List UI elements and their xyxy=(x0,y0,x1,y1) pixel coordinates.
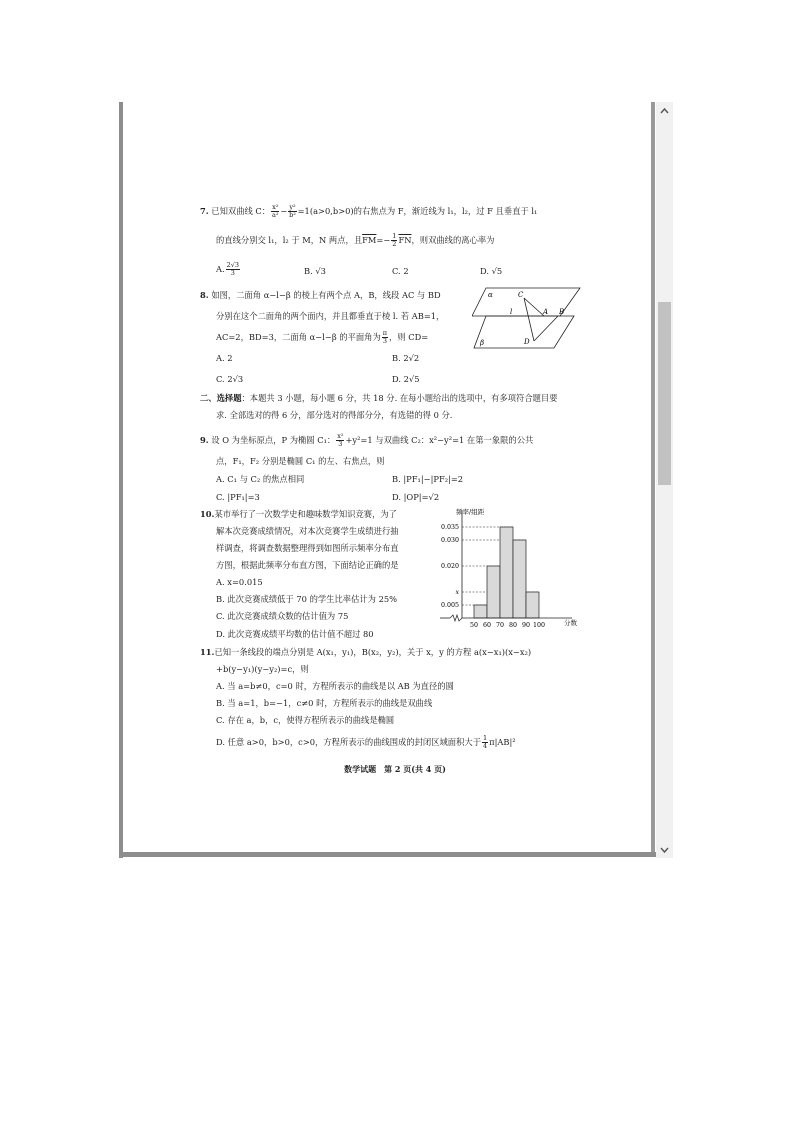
q9-option-c: C. |PF₁|=3 xyxy=(216,492,260,502)
q11-line1: 11.已知一条线段的端点分别是 A(x₁，y₁)，B(x₂，y₂)，关于 x，y 的方程 a(x−x₁)(x−x₂) xyxy=(200,647,532,657)
page-frame-bottom xyxy=(119,852,656,857)
q9-line2: 点，F₁，F₂ 分别是椭圆 C₁ 的左、右焦点，则 xyxy=(216,456,385,466)
q10-line4: 方图，根据此频率分布直方图，下面结论正确的是 xyxy=(216,560,399,570)
label-l: l xyxy=(510,308,513,316)
q11-option-d: D. 任意 a>0，b>0，c>0，方程所表示的曲线围成的封闭区域面积大于 $\frac{1}{4}$ π|AB|² xyxy=(216,734,516,750)
q7-option-b: B. √3 xyxy=(304,266,326,276)
q9-option-d: D. |OP|=√2 xyxy=(392,492,440,502)
q8-line1: 8. 如图，二面角 α−l−β 的棱上有两个点 A，B，线段 AC 与 BD xyxy=(200,290,441,300)
segment-cd xyxy=(524,298,534,341)
q7-option-c: C. 2 xyxy=(392,266,409,276)
q8-option-c: C. 2√3 xyxy=(216,374,244,384)
segment-ac xyxy=(524,298,544,316)
q10-option-d: D. 此次竞赛成绩平均数的估计值不超过 80 xyxy=(216,629,374,639)
x-tick-label: 90 xyxy=(521,622,531,628)
section-2-line2: 求. 全部选对的得 6 分，部分选对的得部分分，有选错的得 0 分. xyxy=(216,410,453,420)
q8-option-b: B. 2√2 xyxy=(392,353,420,363)
q10-option-b: B. 此次竞赛成绩低于 70 的学生比率估计为 25% xyxy=(216,594,398,604)
q8-option-d: D. 2√5 xyxy=(392,374,420,384)
y-tick-label: 0.030 xyxy=(440,537,459,545)
dihedral-angle-figure xyxy=(472,286,582,351)
q8-line3: AC=2，BD=3，二面角 α−l−β 的平面角为 $\frac{\pi}{3}$ ，则 CD= xyxy=(216,329,429,345)
axis-break-mark xyxy=(450,615,462,621)
x-tick-label: 50 xyxy=(469,622,479,628)
q9-line1: 9. 设 O 为坐标原点，P 为椭圆 C₁： $\frac{\text{x²}}{3}$ +y²=1 与双曲线 C₂：x²−y²=1 在第一象限的公共 xyxy=(200,432,534,448)
question-number: 7. xyxy=(200,206,209,216)
q10-option-c: C. 此次竞赛成绩众数的估计值为 75 xyxy=(216,611,349,621)
q10-option-a: A. x=0.015 xyxy=(216,577,263,587)
y-tick-label: 0.035 xyxy=(440,524,459,532)
q9-option-a: A. C₁ 与 C₂ 的焦点相同 xyxy=(216,474,305,484)
histogram-bar-70-80 xyxy=(500,527,513,618)
chevron-down-icon xyxy=(656,841,673,858)
x-axis-label: 分数 xyxy=(564,619,577,627)
y-tick-label: 0.020 xyxy=(440,563,459,571)
section-2-line1: 二、选择题：本题共 3 小题，每小题 6 分，共 18 分. 在每小题给出的选项中，有多项符合题目要 xyxy=(200,393,558,403)
q8-line2: 分别在这个二面角的两个面内，并且都垂直于棱 l. 若 AB=1， xyxy=(216,311,445,321)
q10-line2: 解本次竞赛成绩情况，对本次竞赛学生成绩进行抽 xyxy=(216,526,399,536)
scroll-thumb[interactable] xyxy=(658,302,671,485)
vertical-scrollbar[interactable] xyxy=(656,102,673,858)
q9-option-b: B. |PF₁|−|PF₂|=2 xyxy=(392,474,464,484)
frequency-histogram xyxy=(422,506,582,628)
scroll-up-button[interactable] xyxy=(656,102,673,119)
page-frame-right xyxy=(651,102,655,854)
scroll-down-button[interactable] xyxy=(656,841,673,858)
page-frame-left xyxy=(119,102,123,858)
q11-line2: +b(y−y₁)(y−y₂)=c，则 xyxy=(216,664,309,674)
segment-bd xyxy=(534,316,558,341)
q7-line1: 7. 已知双曲线 C： $\frac{\text{x²}}{\text{a²}}$ − $\frac{\text{y²}}{\text{b²}}$ =1(a>0,b>0)的右焦点为 F，渐近线为 l₁，l₂，过 F 且垂直于 l₁ xyxy=(200,203,538,219)
y-tick-label: 0.005 xyxy=(440,602,459,610)
histogram-bar-60-70 xyxy=(487,566,500,618)
label-b: B xyxy=(559,308,565,316)
chevron-up-icon xyxy=(656,102,673,119)
label-alpha: α xyxy=(488,291,493,299)
q8-option-a: A. 2 xyxy=(216,353,233,363)
label-d: D xyxy=(524,338,530,346)
page-footer: 数学试题 第 2 页(共 4 页) xyxy=(344,764,446,774)
q7-option-a: A. $\frac{2√3}{3}$ xyxy=(216,261,240,277)
q11-option-c: C. 存在 a，b，c，使得方程所表示的曲线是椭圆 xyxy=(216,715,395,725)
x-tick-label: 70 xyxy=(495,622,505,628)
y-axis-label: 频率/组距 xyxy=(456,508,485,516)
histogram-bar-90-100 xyxy=(526,592,539,618)
q11-option-b: B. 当 a=1，b=−1，c≠0 时，方程所表示的曲线是双曲线 xyxy=(216,698,433,708)
histogram-bar-50-60 xyxy=(474,605,487,618)
x-tick-label: 100 xyxy=(532,622,546,628)
histogram-bar-80-90 xyxy=(513,540,526,618)
x-tick-label: 80 xyxy=(508,622,518,628)
x-tick-label: 60 xyxy=(482,622,492,628)
q7-line2: 的直线分别交 l₁，l₂ 于 M，N 两点，且$\overline{FM}=-$ $\frac{1}{2}$ $\overline{FN}$，则双曲线的离心率为 xyxy=(216,232,495,248)
label-a: A xyxy=(543,308,549,316)
y-tick-label: x xyxy=(455,589,459,597)
q10-line1: 10.某市举行了一次数学史和趣味数学知识竞赛，为了 xyxy=(200,509,397,519)
q10-line3: 样调查，将调查数据整理得到如图所示频率分布直 xyxy=(216,543,399,553)
label-c: C xyxy=(518,291,524,299)
q7-option-d: D. √5 xyxy=(480,266,503,276)
q11-option-a: A. 当 a=b≠0，c=0 时，方程所表示的曲线是以 AB 为直径的圆 xyxy=(216,681,454,691)
label-beta: β xyxy=(480,339,485,347)
